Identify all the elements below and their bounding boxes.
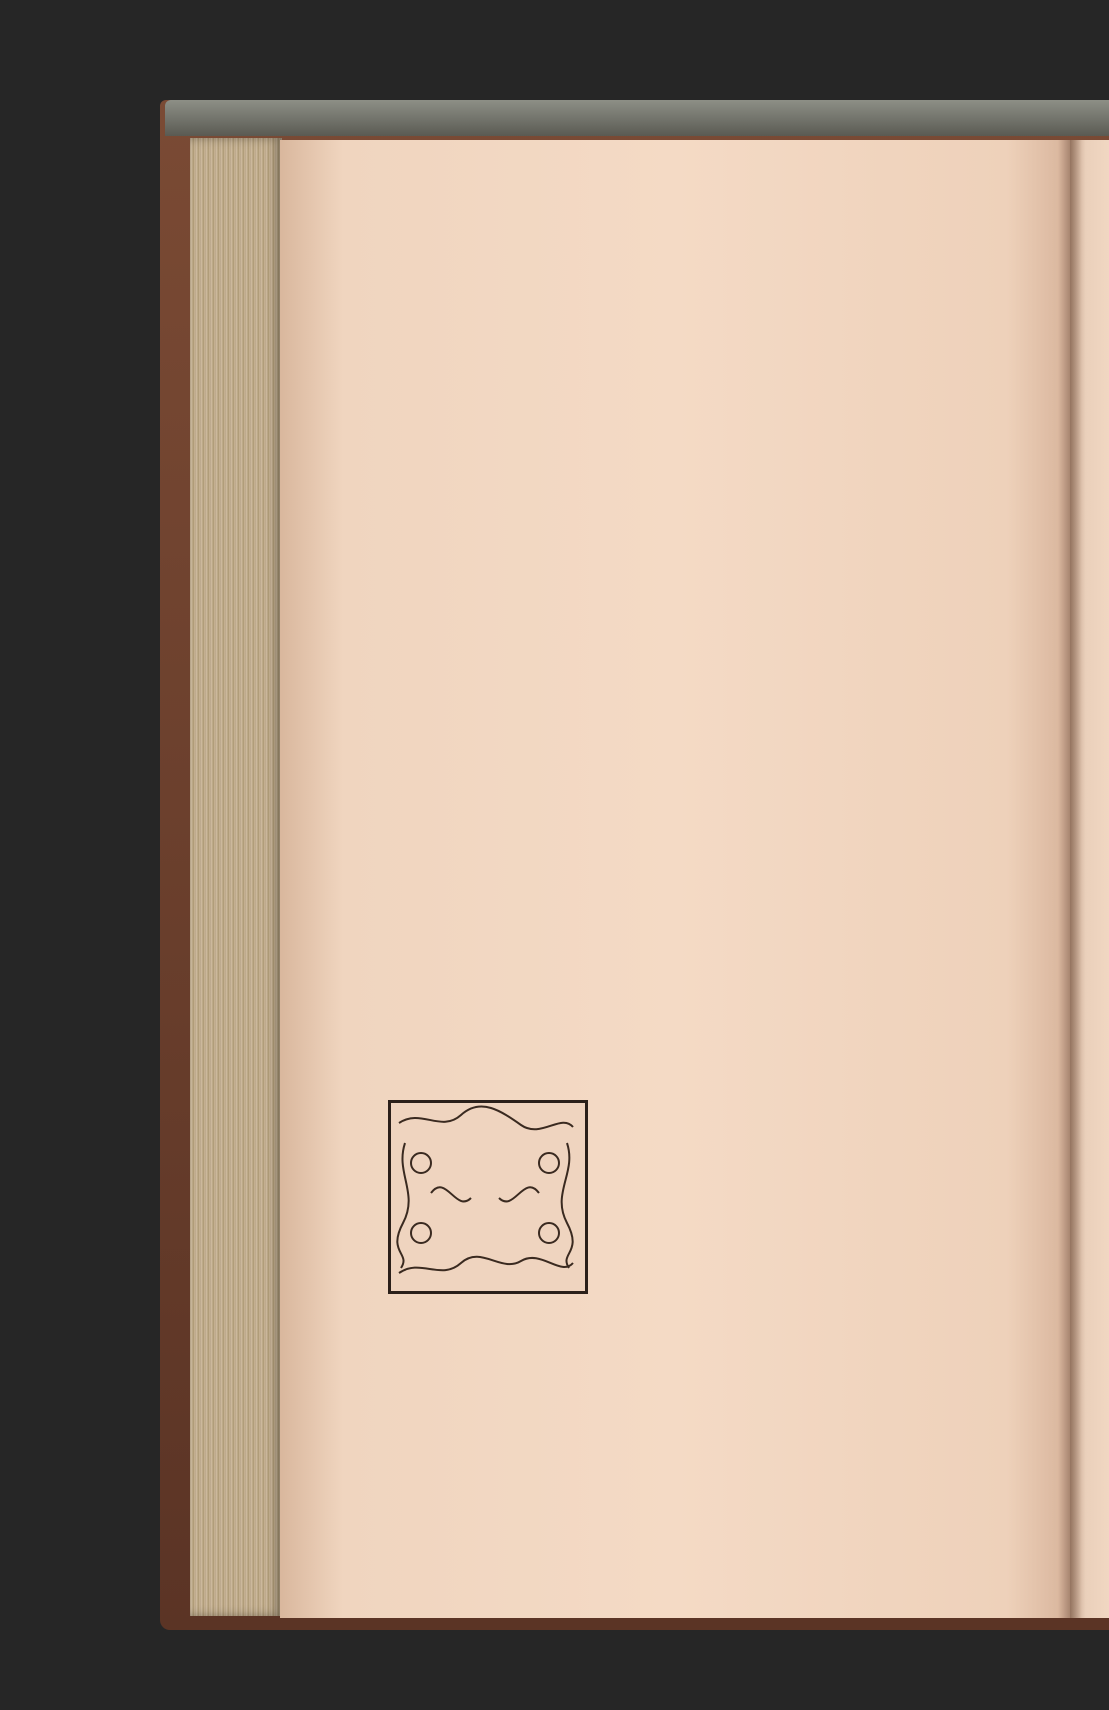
- initial-letter: [391, 1103, 585, 1291]
- book-spine-top: [165, 100, 1109, 136]
- left-page: [280, 140, 1070, 1618]
- decorated-initial: [388, 1100, 588, 1294]
- page-edges: [190, 138, 282, 1616]
- page-gutter: [1058, 140, 1082, 1618]
- ornament-divider: [374, 806, 1010, 840]
